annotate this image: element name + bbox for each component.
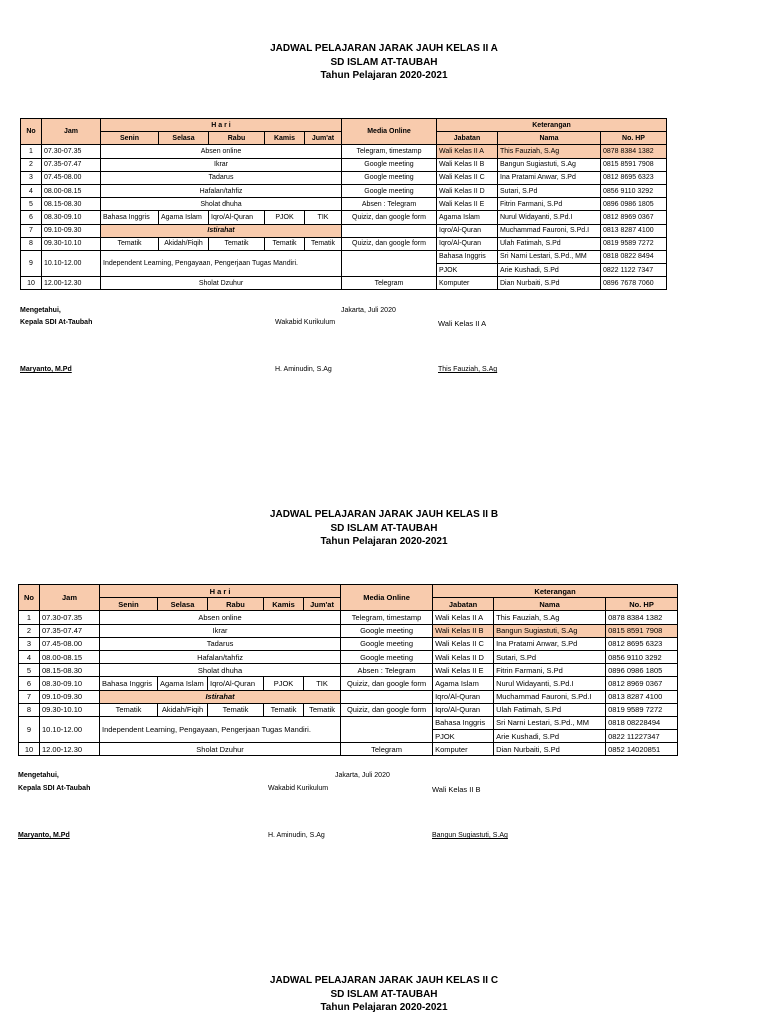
cell-hp: 0815 8591 7908 [606,624,678,637]
cell-hp: 0896 0986 1805 [606,664,678,677]
cell-no: 7 [21,224,42,237]
header-senin: Senin [101,132,159,145]
place-date: Jakarta, Juli 2020 [341,307,396,314]
cell-jumat: TIK [305,211,342,224]
header-kamis: Kamis [265,132,305,145]
cell-activity: Ikrar [100,624,341,637]
cell-nama: Muchammad Fauroni, S.Pd.I [498,224,601,237]
table-row [21,145,667,158]
cell-hp: 0822 11227347 [606,730,678,743]
cell-jam: 07.45-08.00 [40,637,100,650]
cell-no: 9 [21,250,42,276]
cell-jabatan: Iqro/Al-Quran [437,237,498,250]
cell-no: 4 [19,650,40,663]
table-row [19,677,678,690]
kepala-name: Maryanto, M.Pd [18,832,70,839]
kepala-label: Kepala SDI At-Taubah [18,785,91,792]
header-nohp: No. HP [601,132,667,145]
cell-media: Quiziz, dan google form [341,677,433,690]
cell-hp: 0815 8591 7908 [601,158,667,171]
cell-no: 5 [19,664,40,677]
cell-nama: Ina Pratami Anwar, S.Pd [498,171,601,184]
table-row [21,237,667,250]
header-jabatan: Jabatan [437,132,498,145]
cell-media [342,250,437,276]
cell-no: 1 [21,145,42,158]
cell-jabatan: Wali Kelas II A [433,611,494,624]
cell-jabatan: Komputer [433,743,494,756]
cell-no: 9 [19,716,40,742]
wakabid-name: H. Aminudin, S.Ag [268,832,325,839]
cell-nama: Dian Nurbaiti, S.Pd [494,743,606,756]
cell-jabatan: Iqro/Al-Quran [433,690,494,703]
cell-kamis: PJOK [265,211,305,224]
cell-jabatan: Agama Islam [437,211,498,224]
header-row [21,119,667,132]
cell-media [341,716,433,742]
cell-nama: Sri Narni Lestari, S.Pd., MM [494,716,606,729]
cell-no: 6 [19,677,40,690]
wakabid-name: H. Aminudin, S.Ag [275,366,332,373]
cell-rabu: Iqro/Al-Quran [208,677,264,690]
cell-activity: Tadarus [100,637,341,650]
schedule-title: JADWAL PELAJARAN JARAK JAUH KELAS II A [270,43,498,54]
cell-jabatan: Iqro/Al-Quran [433,703,494,716]
cell-jam: 07.45-08.00 [42,171,101,184]
cell-hp: 0813 8287 4100 [606,690,678,703]
table-row [21,184,667,197]
cell-jam: 08.00-08.15 [40,650,100,663]
table-row [21,277,667,290]
cell-jam: 07.30-07.35 [42,145,101,158]
school-year: Tahun Pelajaran 2020-2021 [320,70,448,81]
cell-jam: 08.30-09.10 [40,677,100,690]
cell-jabatan: Wali Kelas II A [437,145,498,158]
cell-media: Absen : Telegram [341,664,433,677]
cell-activity: Sholat dhuha [100,664,341,677]
cell-hp: 0878 8384 1382 [601,145,667,158]
cell-hp: 0856 9110 3292 [606,650,678,663]
cell-jam: 08.30-09.10 [42,211,101,224]
cell-jabatan: Iqro/Al-Quran [437,224,498,237]
cell-jam: 08.15-08.30 [42,198,101,211]
school-year: Tahun Pelajaran 2020-2021 [320,1002,448,1013]
header-selasa: Selasa [159,132,209,145]
table-row [21,158,667,171]
header-jumat: Jum'at [304,598,341,611]
header-hari: H a r i [101,119,342,132]
cell-no: 10 [21,277,42,290]
schedule-title: JADWAL PELAJARAN JARAK JAUH KELAS II C [269,975,499,986]
cell-hp: 0896 0986 1805 [601,198,667,211]
cell-hp: 0856 9110 3292 [601,184,667,197]
cell-jumat: Tematik [304,703,341,716]
cell-hp: 0813 8287 4100 [601,224,667,237]
cell-nama: Nurul Widayanti, S.Pd.I [498,211,601,224]
table-row [19,611,678,624]
cell-no: 10 [19,743,40,756]
schedule-title: JADWAL PELAJARAN JARAK JAUH KELAS II B [269,509,499,520]
cell-activity: Sholat Dzuhur [101,277,342,290]
cell-jam: 07.35-07.47 [42,158,101,171]
cell-no: 6 [21,211,42,224]
cell-jam: 10.10-12.00 [42,250,101,276]
place-date: Jakarta, Juli 2020 [335,772,390,779]
cell-activity: Absen online [100,611,341,624]
school-name: SD ISLAM AT-TAUBAH [330,988,438,1000]
school-name: SD ISLAM AT-TAUBAH [330,522,438,534]
school-name: SD ISLAM AT-TAUBAH [330,56,438,68]
cell-activity: Hafalan/tahfiz [100,650,341,663]
header-rabu: Rabu [209,132,265,145]
table-row [19,650,678,663]
cell-no: 7 [19,690,40,703]
cell-selasa: Akidah/Fiqih [159,237,209,250]
wali-kelas-name: This Fauziah, S.Ag [438,366,498,373]
cell-jam: 09.30-10.10 [40,703,100,716]
cell-jabatan: Wali Kelas II B [433,624,494,637]
cell-nama: Muchammad Fauroni, S.Pd.I [494,690,606,703]
cell-nama: Fitrin Farmani, S.Pd [498,198,601,211]
mengetahui-label: Mengetahui, [20,307,61,314]
cell-jabatan: Wali Kelas II C [433,637,494,650]
kepala-name: Maryanto, M.Pd [20,366,72,373]
table-row [21,250,667,263]
cell-hp: 0896 7678 7060 [601,277,667,290]
cell-hp: 0852 14020851 [606,743,678,756]
cell-nama: Ina Pratami Anwar, S.Pd [494,637,606,650]
header-keterangan: Keterangan [437,119,667,132]
header-senin: Senin [100,598,158,611]
cell-nama: Fitrin Farmani, S.Pd [494,664,606,677]
wakabid-label: Wakabid Kurikulum [268,785,329,792]
cell-hp: 0812 8969 0367 [606,677,678,690]
cell-senin: Tematik [100,703,158,716]
cell-jabatan: PJOK [437,264,498,277]
cell-kamis: Tematik [264,703,304,716]
table-row [19,716,678,729]
cell-nama: Arie Kushadi, S.Pd [494,730,606,743]
table-row [21,171,667,184]
cell-media: Google meeting [341,650,433,663]
cell-nama: Bangun Sugiastuti, S.Ag [494,624,606,637]
header-nama: Nama [494,598,606,611]
cell-nama: Bangun Sugiastuti, S.Ag [498,158,601,171]
cell-jumat: Tematik [305,237,342,250]
cell-no: 8 [21,237,42,250]
header-hari: H a r i [100,585,341,598]
cell-no: 2 [19,624,40,637]
cell-activity: Absen online [101,145,342,158]
header-no: No [21,119,42,145]
cell-jam: 10.10-12.00 [40,716,100,742]
table-row [19,637,678,650]
school-year: Tahun Pelajaran 2020-2021 [320,536,448,547]
cell-media: Google meeting [342,184,437,197]
header-keterangan: Keterangan [433,585,678,598]
table-row [19,703,678,716]
header-nama: Nama [498,132,601,145]
title-block [0,42,768,83]
cell-media: Telegram [342,277,437,290]
cell-hp: 0818 08228494 [606,716,678,729]
cell-rabu: Iqro/Al-Quran [209,211,265,224]
cell-nama: Sutari, S.Pd [498,184,601,197]
title-block [0,974,768,1015]
cell-hp: 0812 8695 6323 [601,171,667,184]
cell-activity: Tadarus [101,171,342,184]
cell-nama: Dian Nurbaiti, S.Pd [498,277,601,290]
cell-break: Istirahat [101,224,342,237]
cell-no: 8 [19,703,40,716]
cell-media: Absen : Telegram [342,198,437,211]
cell-media: Google meeting [341,637,433,650]
header-rabu: Rabu [208,598,264,611]
cell-jabatan: Wali Kelas II E [437,198,498,211]
cell-media: Quiziz, dan google form [342,211,437,224]
table-row [21,198,667,211]
header-media: Media Online [342,119,437,145]
cell-jam: 12.00-12.30 [42,277,101,290]
table-row [19,624,678,637]
cell-break: Istirahat [100,690,341,703]
table-row [19,664,678,677]
cell-jabatan: Wali Kelas II E [433,664,494,677]
cell-jabatan: Komputer [437,277,498,290]
cell-rabu: Tematik [209,237,265,250]
header-jabatan: Jabatan [433,598,494,611]
cell-jam: 09.10-09.30 [42,224,101,237]
cell-hp: 0819 9589 7272 [601,237,667,250]
cell-jabatan: Wali Kelas II D [437,184,498,197]
cell-jam: 09.30-10.10 [42,237,101,250]
cell-jam: 07.35-07.47 [40,624,100,637]
table-row [21,211,667,224]
cell-no: 3 [21,171,42,184]
cell-selasa: Agama Islam [159,211,209,224]
wali-kelas-name: Bangun Sugiastuti, S.Ag [432,832,508,839]
cell-jam: 08.00-08.15 [42,184,101,197]
cell-jabatan: Agama Islam [433,677,494,690]
schedule-table [20,118,667,290]
cell-media: Telegram [341,743,433,756]
cell-hp: 0812 8695 6323 [606,637,678,650]
cell-jam: 07.30-07.35 [40,611,100,624]
cell-hp: 0878 8384 1382 [606,611,678,624]
cell-jabatan: Bahasa Inggris [437,250,498,263]
table-row [21,224,667,237]
cell-no: 3 [19,637,40,650]
cell-activity: Independent Learning, Pengayaan, Pengerjaan Tugas Mandiri. [100,716,341,742]
wali-kelas-label: Wali Kelas II A [438,319,487,328]
cell-media: Google meeting [341,624,433,637]
cell-selasa: Akidah/Fiqih [158,703,208,716]
cell-kamis: PJOK [264,677,304,690]
cell-hp: 0819 9589 7272 [606,703,678,716]
cell-media: Quiziz, dan google form [341,703,433,716]
wali-kelas-label: Wali Kelas II B [432,785,481,794]
header-jam: Jam [40,585,100,611]
header-nohp: No. HP [606,598,678,611]
table-row [19,690,678,703]
cell-senin: Bahasa Inggris [101,211,159,224]
cell-no: 2 [21,158,42,171]
wakabid-label: Wakabid Kurikulum [275,319,336,326]
cell-nama: Ulah Fatimah, S.Pd [498,237,601,250]
header-no: No [19,585,40,611]
cell-jabatan: PJOK [433,730,494,743]
cell-jabatan: Bahasa Inggris [433,716,494,729]
cell-jabatan: Wali Kelas II B [437,158,498,171]
cell-media [341,690,433,703]
header-jam: Jam [42,119,101,145]
cell-activity: Hafalan/tahfiz [101,184,342,197]
cell-media: Quiziz, dan google form [342,237,437,250]
cell-hp: 0812 8969 0367 [601,211,667,224]
cell-nama: Arie Kushadi, S.Pd [498,264,601,277]
cell-nama: Nurul Widayanti, S.Pd.I [494,677,606,690]
cell-media [342,224,437,237]
cell-hp: 0822 1122 7347 [601,264,667,277]
cell-jam: 08.15-08.30 [40,664,100,677]
kepala-label: Kepala SDI At-Taubah [20,319,93,326]
cell-selasa: Agama Islam [158,677,208,690]
header-jumat: Jum'at [305,132,342,145]
header-selasa: Selasa [158,598,208,611]
cell-media: Google meeting [342,171,437,184]
cell-jabatan: Wali Kelas II C [437,171,498,184]
cell-senin: Bahasa Inggris [100,677,158,690]
cell-activity: Ikrar [101,158,342,171]
mengetahui-label: Mengetahui, [18,772,59,779]
table-row [19,743,678,756]
cell-nama: This Fauziah, S.Ag [498,145,601,158]
schedule-table [18,584,678,756]
cell-kamis: Tematik [265,237,305,250]
cell-jumat: TIK [304,677,341,690]
cell-no: 4 [21,184,42,197]
title-block [0,508,768,549]
cell-nama: Sutari, S.Pd [494,650,606,663]
header-media: Media Online [341,585,433,611]
cell-nama: Sri Narni Lestari, S.Pd., MM [498,250,601,263]
cell-activity: Independent Learning, Pengayaan, Pengerjaan Tugas Mandiri. [101,250,342,276]
header-row [19,585,678,598]
cell-media: Telegram, timestamp [342,145,437,158]
cell-jam: 12.00-12.30 [40,743,100,756]
cell-nama: Ulah Fatimah, S.Pd [494,703,606,716]
cell-media: Google meeting [342,158,437,171]
cell-jabatan: Wali Kelas II D [433,650,494,663]
cell-media: Telegram, timestamp [341,611,433,624]
cell-rabu: Tematik [208,703,264,716]
cell-nama: This Fauziah, S.Ag [494,611,606,624]
cell-no: 1 [19,611,40,624]
cell-senin: Tematik [101,237,159,250]
cell-activity: Sholat dhuha [101,198,342,211]
cell-no: 5 [21,198,42,211]
header-kamis: Kamis [264,598,304,611]
cell-jam: 09.10-09.30 [40,690,100,703]
cell-hp: 0818 0822 8494 [601,250,667,263]
cell-activity: Sholat Dzuhur [100,743,341,756]
